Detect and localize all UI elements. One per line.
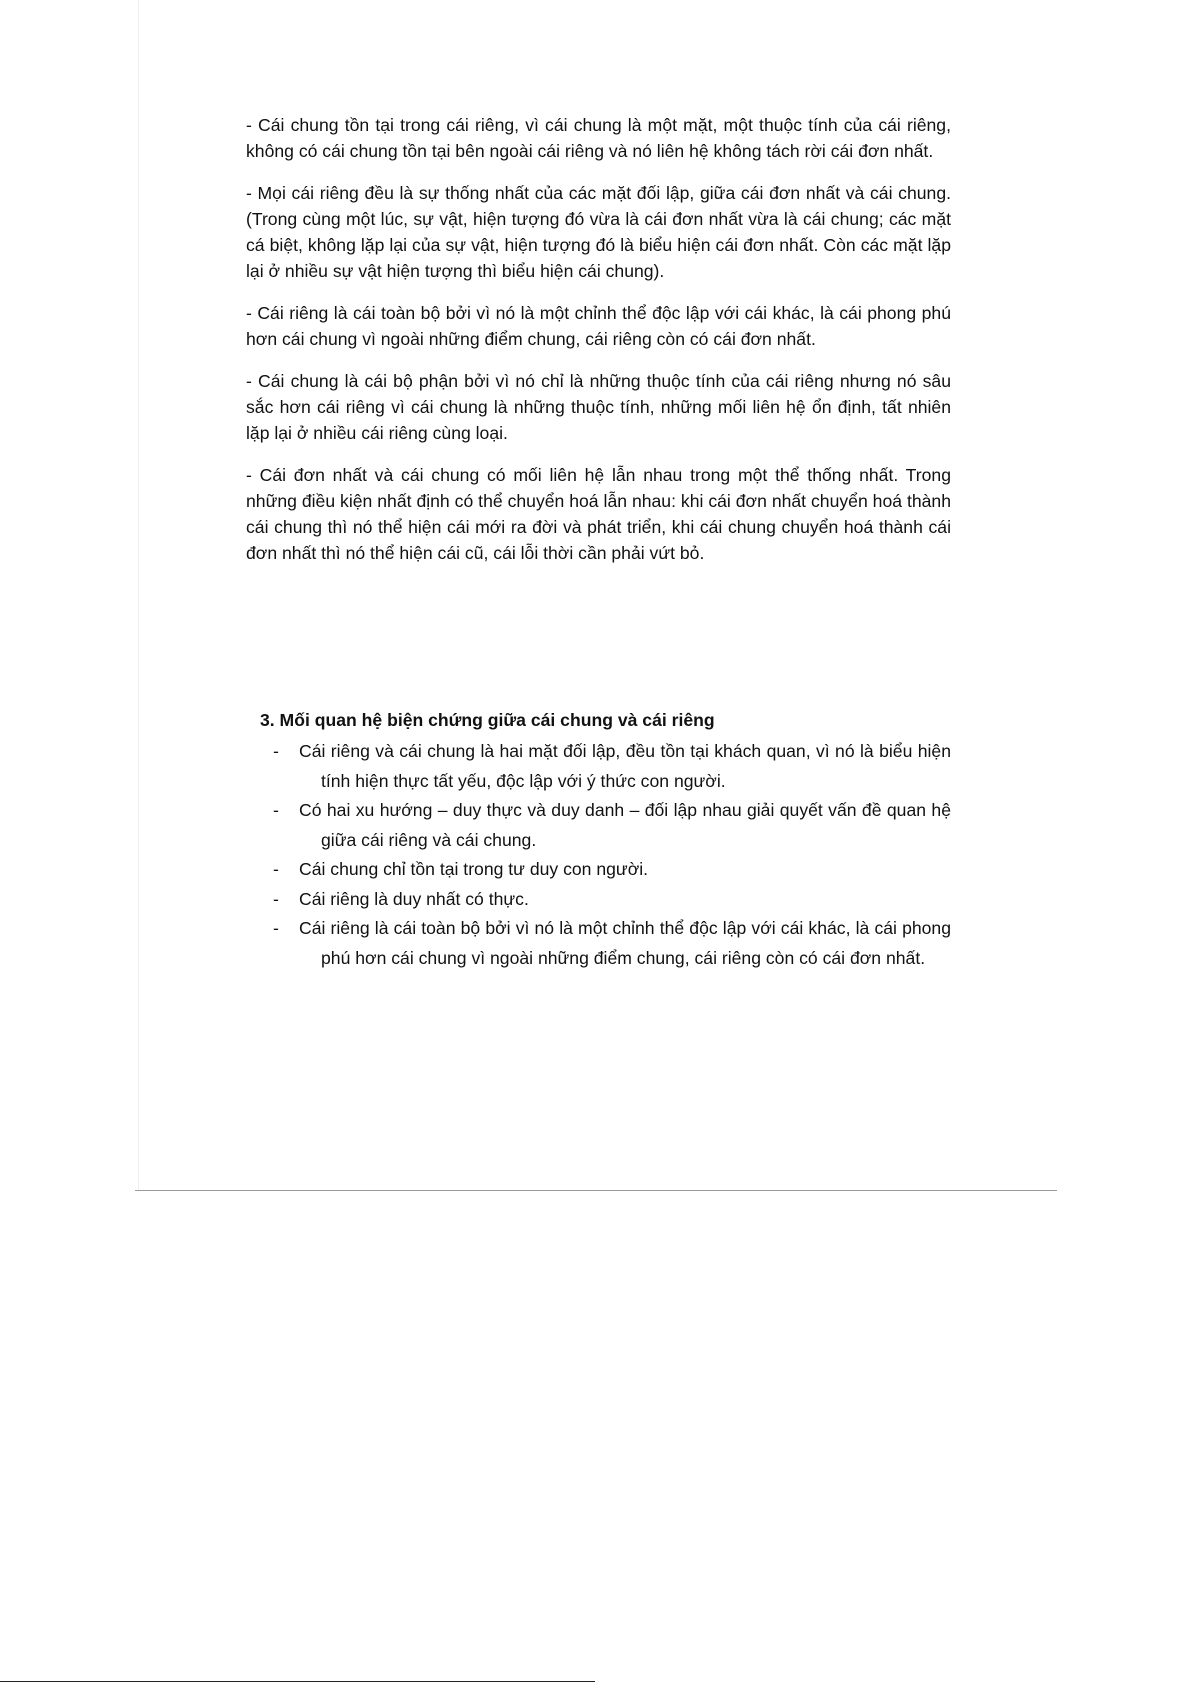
bullet-dash: - <box>273 859 279 879</box>
body-text <box>246 112 951 582</box>
page-divider <box>135 1190 1057 1191</box>
footnote-rule <box>0 1681 595 1682</box>
paragraph-4: - Cái chung là cái bộ phận bởi vì nó chỉ là những thuộc tính của cái riêng nhưng nó sâu sắc hơn cái riêng vì cái chung là những thuộc tính, những mối liên hệ ổn định, tất nhiên lặp lại ở nhiều cái riêng cùng loại. <box>246 371 951 443</box>
list-item <box>246 885 951 915</box>
list-item <box>246 796 951 855</box>
paragraph-3: - Cái riêng là cái toàn bộ bởi vì nó là một chỉnh thể độc lập với cái khác, là cái phong phú hơn cái chung vì ngoài những điểm chung, cái riêng còn có cái đơn nhất. <box>246 303 951 349</box>
list-item-text: Cái chung chỉ tồn tại trong tư duy con người. <box>299 859 649 879</box>
list-item-text: Cái riêng là duy nhất có thực. <box>299 888 529 909</box>
list-item <box>246 914 951 973</box>
page-left-edge <box>138 0 139 1190</box>
paragraph-2: - Mọi cái riêng đều là sự thống nhất của các mặt đối lập, giữa cái đơn nhất và cái chung. (Trong cùng một lúc, sự vật, hiện tượng đó vừa là cái đơn nhất vừa là cái chung; các mặt cá biệt, không lặp lại của sự vật, hiện tượng đó là biểu hiện cái đơn nhất. Còn các mặt lặp lại ở nhiều sự vật hiện tượng thì biểu hiện cái chung). <box>246 183 951 281</box>
bullet-dash: - <box>273 918 279 938</box>
paragraph-1: - Cái chung tồn tại trong cái riêng, vì cái chung là một mặt, một thuộc tính của cái riêng, không có cái chung tồn tại bên ngoài cái riêng và nó liên hệ không tách rời cái đơn nhất. <box>246 115 951 161</box>
list-item <box>246 737 951 796</box>
section-heading: 3. Mối quan hệ biện chứng giữa cái chung và cái riêng <box>260 710 715 730</box>
bullet-dash: - <box>273 800 279 820</box>
list-item-text: Cái riêng là cái toàn bộ bởi vì nó là một chỉnh thể độc lập với cái khác, là cái phong phú hơn cái chung vì ngoài những điểm chung, cái riêng còn có cái đơn nhất. <box>299 918 951 968</box>
list-item <box>246 855 951 885</box>
bullet-dash: - <box>273 741 279 761</box>
bullet-list <box>246 737 951 973</box>
paragraph-5: - Cái đơn nhất và cái chung có mối liên hệ lẫn nhau trong một thể thống nhất. Trong những điều kiện nhất định có thể chuyển hoá lẫn nhau: khi cái đơn nhất chuyển hoá thành cái chung thì nó thể hiện cái mới ra đời và phát triển, khi cái chung chuyển hoá thành cái đơn nhất thì nó thể hiện cái cũ, cái lỗi thời cần phải vứt bỏ. <box>246 465 951 563</box>
list-item-text: Có hai xu hướng – duy thực và duy danh – đối lập nhau giải quyết vấn đề quan hệ giữa cái riêng và cái chung. <box>299 800 951 850</box>
list-item-text: Cái riêng và cái chung là hai mặt đối lập, đều tồn tại khách quan, vì nó là biểu hiện tính hiện thực tất yếu, độc lập với ý thức con người. <box>299 741 951 791</box>
bullet-dash: - <box>273 888 279 909</box>
section-3 <box>246 705 951 973</box>
